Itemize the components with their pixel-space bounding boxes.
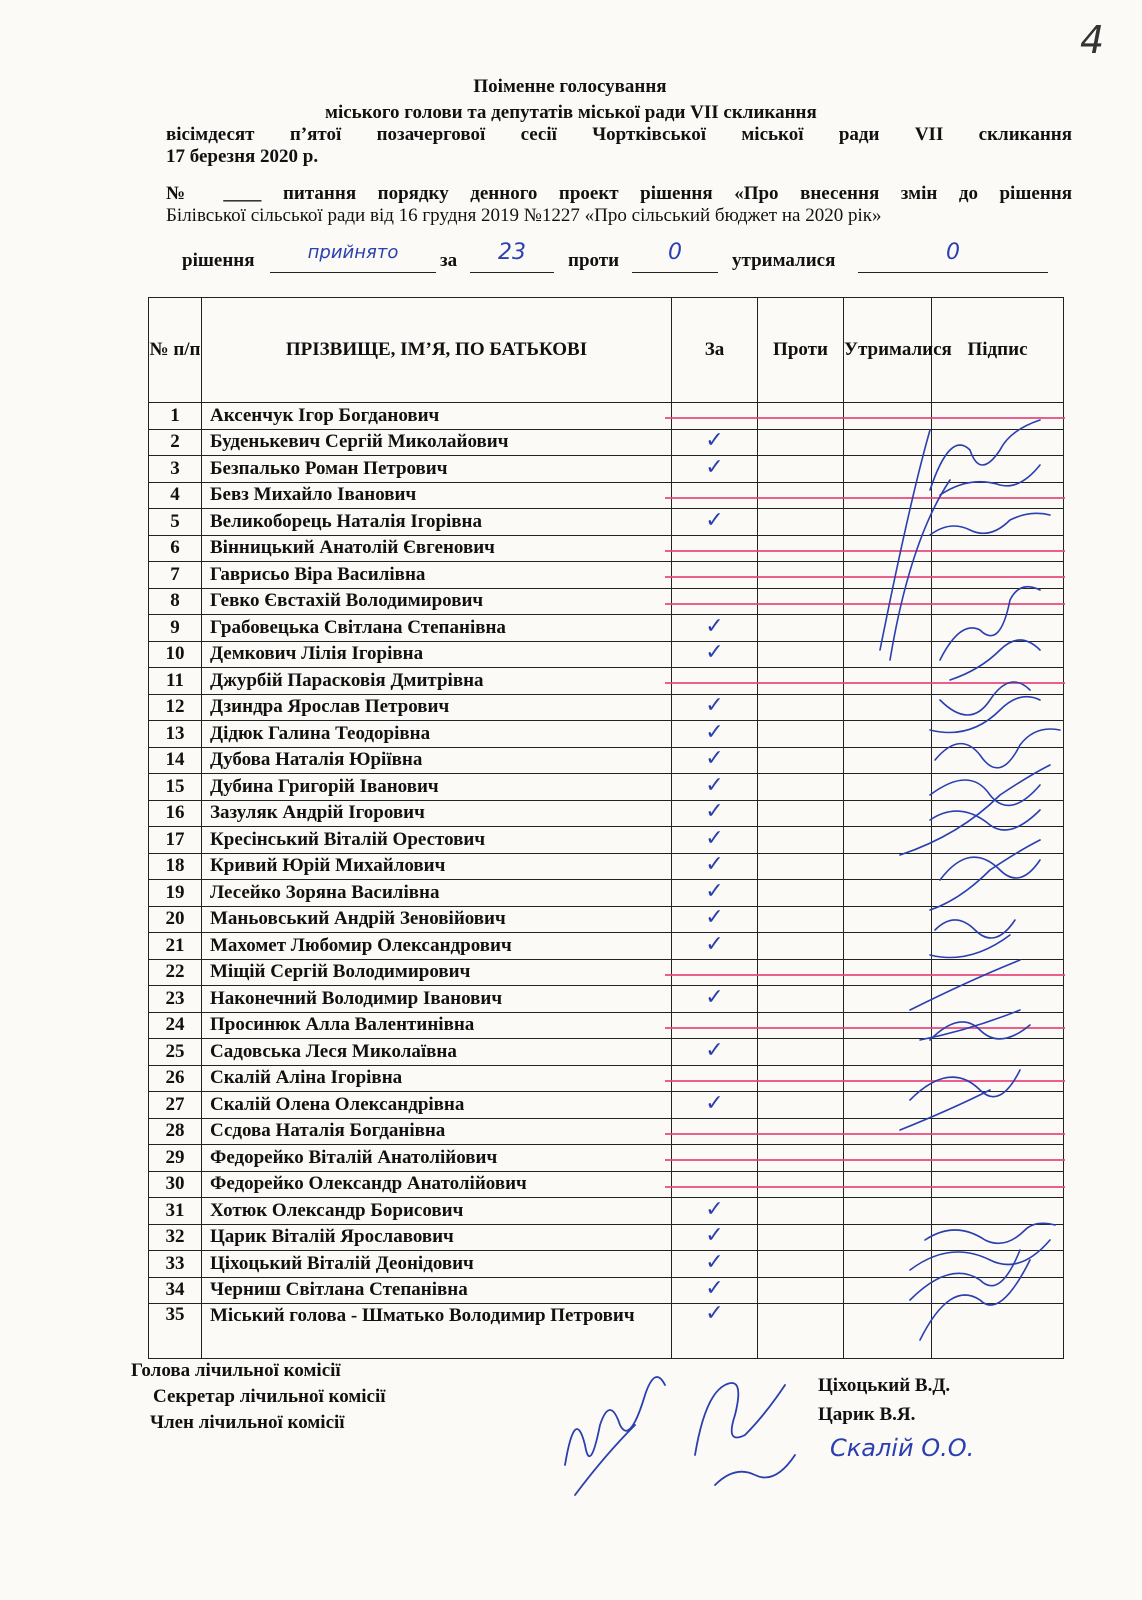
vote-against-cell bbox=[758, 1224, 844, 1251]
vote-against-cell bbox=[758, 827, 844, 854]
vote-against-cell bbox=[758, 933, 844, 960]
vote-against-cell bbox=[758, 1065, 844, 1092]
vote-against-cell bbox=[758, 747, 844, 774]
vote-against-cell bbox=[758, 1118, 844, 1145]
signature-scrawl-group bbox=[880, 420, 1060, 1340]
deputy-name: Зазуляк Андрій Ігорович bbox=[202, 800, 672, 827]
row-number: 25 bbox=[149, 1039, 202, 1066]
document-subtitle: міського голови та депутатів міської ради VII скликання bbox=[325, 102, 817, 123]
vote-for-cell bbox=[672, 1092, 758, 1119]
row-number: 19 bbox=[149, 880, 202, 907]
row-number: 5 bbox=[149, 509, 202, 536]
row-number: 12 bbox=[149, 694, 202, 721]
commission-signatures bbox=[545, 1355, 845, 1505]
abstain-label: утрималися bbox=[732, 250, 836, 271]
check-mark-icon: ✓ bbox=[705, 984, 724, 1010]
row-number: 17 bbox=[149, 827, 202, 854]
vote-for-cell bbox=[672, 1301, 758, 1359]
against-label: проти bbox=[568, 250, 620, 271]
page-number-mark: 4 bbox=[1080, 18, 1105, 62]
row-number: 35 bbox=[149, 1304, 202, 1359]
deputy-name: Ссдова Наталія Богданівна bbox=[202, 1118, 672, 1145]
vote-against-cell bbox=[758, 562, 844, 589]
commission-signature-group bbox=[565, 1377, 795, 1495]
vote-for-cell bbox=[672, 694, 758, 721]
vote-against-cell bbox=[758, 456, 844, 483]
vote-for-cell bbox=[672, 853, 758, 880]
vote-for-cell bbox=[672, 986, 758, 1013]
check-mark-icon: ✓ bbox=[705, 613, 724, 639]
deputy-name: Ціхоцький Віталій Деонідович bbox=[202, 1251, 672, 1278]
vote-for-cell bbox=[672, 721, 758, 748]
row-number: 32 bbox=[149, 1224, 202, 1251]
deputy-name: Лесейко Зоряна Василівна bbox=[202, 880, 672, 907]
row-number: 23 bbox=[149, 986, 202, 1013]
check-mark-icon: ✓ bbox=[705, 428, 724, 454]
check-mark-icon: ✓ bbox=[705, 507, 724, 533]
row-number: 10 bbox=[149, 641, 202, 668]
deputy-name: Махомет Любомир Олександрович bbox=[202, 933, 672, 960]
decision-line bbox=[182, 240, 1052, 280]
deputy-name: Джурбій Парасковія Дмитрівна bbox=[202, 668, 672, 695]
vote-against-cell bbox=[758, 1277, 844, 1304]
vote-for-cell bbox=[672, 1198, 758, 1225]
vote-against-cell bbox=[758, 721, 844, 748]
vote-against-cell bbox=[758, 906, 844, 933]
vote-for-cell bbox=[672, 588, 758, 615]
row-number: 18 bbox=[149, 853, 202, 880]
vote-against-cell bbox=[758, 482, 844, 509]
document-title: Поіменне голосування bbox=[473, 76, 667, 97]
check-mark-icon: ✓ bbox=[705, 878, 724, 904]
signature-scrawl bbox=[940, 587, 1040, 680]
deputy-name: Хотюк Олександр Борисович bbox=[202, 1198, 672, 1225]
row-number: 1 bbox=[149, 403, 202, 430]
deputy-name: Дубова Наталія Юріївна bbox=[202, 747, 672, 774]
vote-against-cell bbox=[758, 774, 844, 801]
check-mark-icon: ✓ bbox=[705, 640, 724, 666]
signature-scrawl bbox=[910, 960, 1020, 1040]
vote-for-cell bbox=[672, 747, 758, 774]
check-mark-icon: ✓ bbox=[705, 905, 724, 931]
deputy-name: Дідюк Галина Теодорівна bbox=[202, 721, 672, 748]
vote-against-cell bbox=[758, 1039, 844, 1066]
deputy-name: Кривий Юрій Михайлович bbox=[202, 853, 672, 880]
deputy-name: Федорейко Олександр Анатолійович bbox=[202, 1171, 672, 1198]
for-label: за bbox=[440, 250, 458, 271]
vote-against-cell bbox=[758, 641, 844, 668]
vote-for-cell bbox=[672, 1145, 758, 1172]
row-number: 20 bbox=[149, 906, 202, 933]
check-mark-icon: ✓ bbox=[705, 772, 724, 798]
question-line-2: Білівської сільської ради від 16 грудня 2019 №1227 «Про сільський бюджет на 2020 рік» bbox=[166, 205, 882, 226]
deputy-name: Черниш Світлана Степанівна bbox=[202, 1277, 672, 1304]
deputy-name: Маньовський Андрій Зеновійович bbox=[202, 906, 672, 933]
row-number: 33 bbox=[149, 1251, 202, 1278]
vote-against-cell bbox=[758, 800, 844, 827]
deputy-name: Бевз Михайло Іванович bbox=[202, 482, 672, 509]
deputy-name: Федорейко Віталій Анатолійович bbox=[202, 1145, 672, 1172]
vote-against-cell bbox=[758, 1198, 844, 1225]
deputy-name: Міщій Сергій Володимирович bbox=[202, 959, 672, 986]
deputy-name: Царик Віталій Ярославович bbox=[202, 1224, 672, 1251]
vote-for-cell bbox=[672, 1171, 758, 1198]
decision-value: прийнято bbox=[270, 242, 436, 273]
signature-scrawl bbox=[900, 765, 1050, 855]
vote-for-cell bbox=[672, 562, 758, 589]
row-number: 15 bbox=[149, 774, 202, 801]
vote-for-cell bbox=[672, 535, 758, 562]
signature-scrawl bbox=[900, 1070, 1020, 1130]
row-number: 13 bbox=[149, 721, 202, 748]
check-mark-icon: ✓ bbox=[705, 454, 724, 480]
deputy-name: Грабовецька Світлана Степанівна bbox=[202, 615, 672, 642]
row-number: 4 bbox=[149, 482, 202, 509]
vote-against-cell bbox=[758, 853, 844, 880]
check-mark-icon: ✓ bbox=[705, 825, 724, 851]
row-number: 21 bbox=[149, 933, 202, 960]
vote-for-cell bbox=[672, 959, 758, 986]
vote-against-cell bbox=[758, 668, 844, 695]
abstain-count: 0 bbox=[858, 240, 1048, 273]
vote-for-cell bbox=[672, 1277, 758, 1304]
vote-against-cell bbox=[758, 694, 844, 721]
header-for: За bbox=[672, 298, 758, 403]
header-name: ПРІЗВИЩЕ, ІМ’Я, ПО БАТЬКОВІ bbox=[202, 298, 672, 403]
vote-against-cell bbox=[758, 509, 844, 536]
vote-for-cell bbox=[672, 1065, 758, 1092]
header-abstain: Утрималися bbox=[844, 298, 932, 403]
vote-against-cell bbox=[758, 403, 844, 430]
signature-scrawl bbox=[930, 513, 1050, 535]
question-line: № ____ питання порядку денного проект рішення «Про внесення змін до рішення bbox=[166, 183, 1072, 204]
for-count: 23 bbox=[470, 240, 554, 273]
deputy-name: Скалій Аліна Ігорівна bbox=[202, 1065, 672, 1092]
row-number: 2 bbox=[149, 429, 202, 456]
vote-for-cell bbox=[672, 1118, 758, 1145]
vote-for-cell bbox=[672, 1039, 758, 1066]
row-number: 6 bbox=[149, 535, 202, 562]
signature-scrawl bbox=[930, 920, 1015, 958]
check-mark-icon: ✓ bbox=[705, 1249, 724, 1275]
row-number: 9 bbox=[149, 615, 202, 642]
vote-against-cell bbox=[758, 615, 844, 642]
signature-column-scrawls bbox=[870, 400, 1070, 1360]
vote-for-cell bbox=[672, 800, 758, 827]
check-mark-icon: ✓ bbox=[705, 693, 724, 719]
vote-for-cell bbox=[672, 429, 758, 456]
check-mark-icon: ✓ bbox=[705, 1223, 724, 1249]
deputy-name: Гевко Євстахій Володимирович bbox=[202, 588, 672, 615]
row-number: 27 bbox=[149, 1092, 202, 1119]
deputy-name: Наконечний Володимир Іванович bbox=[202, 986, 672, 1013]
vote-for-cell bbox=[672, 774, 758, 801]
vote-for-cell bbox=[672, 880, 758, 907]
check-mark-icon: ✓ bbox=[705, 852, 724, 878]
deputy-name: Міський голова - Шматько Володимир Петрович bbox=[202, 1304, 672, 1359]
deputy-name: Вінницький Анатолій Євгенович bbox=[202, 535, 672, 562]
vote-for-cell bbox=[672, 668, 758, 695]
vote-against-cell bbox=[758, 535, 844, 562]
signature-scrawl bbox=[930, 420, 1040, 495]
row-number: 11 bbox=[149, 668, 202, 695]
header-num: № п/п bbox=[149, 298, 202, 403]
vote-against-cell bbox=[758, 1012, 844, 1039]
check-mark-icon: ✓ bbox=[705, 1301, 724, 1326]
vote-for-cell bbox=[672, 615, 758, 642]
commission-secretary-name: Царик В.Я. bbox=[818, 1404, 916, 1425]
deputy-name: Дзиндра Ярослав Петрович bbox=[202, 694, 672, 721]
decision-label: рішення bbox=[182, 250, 255, 271]
chair-signature bbox=[565, 1377, 665, 1495]
row-number: 8 bbox=[149, 588, 202, 615]
check-mark-icon: ✓ bbox=[705, 799, 724, 825]
deputy-name: Безпалько Роман Петрович bbox=[202, 456, 672, 483]
check-mark-icon: ✓ bbox=[705, 719, 724, 745]
row-number: 34 bbox=[149, 1277, 202, 1304]
deputy-name: Гаврисьо Віра Василівна bbox=[202, 562, 672, 589]
deputy-name: Кресінський Віталій Орестович bbox=[202, 827, 672, 854]
vote-for-cell bbox=[672, 482, 758, 509]
header-signature: Підпис bbox=[932, 298, 1064, 403]
vote-for-cell bbox=[672, 1224, 758, 1251]
against-count: 0 bbox=[632, 240, 718, 273]
vote-against-cell bbox=[758, 1171, 844, 1198]
vote-for-cell bbox=[672, 906, 758, 933]
vote-for-cell bbox=[672, 1012, 758, 1039]
commission-chair-name: Ціхоцький В.Д. bbox=[818, 1375, 951, 1396]
row-number: 7 bbox=[149, 562, 202, 589]
check-mark-icon: ✓ bbox=[705, 931, 724, 957]
signature-scrawl bbox=[910, 1223, 1055, 1270]
table-header-row bbox=[149, 298, 1064, 403]
secretary-signature bbox=[695, 1383, 795, 1485]
signature-scrawl bbox=[930, 729, 1060, 805]
check-mark-icon: ✓ bbox=[705, 1276, 724, 1302]
vote-for-cell bbox=[672, 933, 758, 960]
check-mark-icon: ✓ bbox=[705, 746, 724, 772]
row-number: 16 bbox=[149, 800, 202, 827]
row-number: 28 bbox=[149, 1118, 202, 1145]
deputy-name: Садовська Леся Миколаївна bbox=[202, 1039, 672, 1066]
vote-for-cell bbox=[672, 403, 758, 430]
vote-for-cell bbox=[672, 827, 758, 854]
row-number: 29 bbox=[149, 1145, 202, 1172]
deputy-name: Скалій Олена Олександрівна bbox=[202, 1092, 672, 1119]
deputy-name: Великоборець Наталія Ігорівна bbox=[202, 509, 672, 536]
row-number: 14 bbox=[149, 747, 202, 774]
commission-secretary-label: Секретар лічильної комісії bbox=[153, 1386, 386, 1407]
vote-against-cell bbox=[758, 429, 844, 456]
vote-for-cell bbox=[672, 641, 758, 668]
row-number: 30 bbox=[149, 1171, 202, 1198]
commission-chair-label: Голова лічильної комісії bbox=[131, 1360, 341, 1381]
vote-against-cell bbox=[758, 1092, 844, 1119]
signature-scrawl bbox=[930, 840, 1040, 910]
vote-against-cell bbox=[758, 880, 844, 907]
deputy-name: Демкович Лілія Ігорівна bbox=[202, 641, 672, 668]
deputy-name: Аксенчук Ігор Богданович bbox=[202, 403, 672, 430]
row-number: 3 bbox=[149, 456, 202, 483]
vote-against-cell bbox=[758, 1251, 844, 1278]
row-number: 22 bbox=[149, 959, 202, 986]
vote-against-cell bbox=[758, 986, 844, 1013]
header-against: Проти bbox=[758, 298, 844, 403]
vote-for-cell bbox=[672, 456, 758, 483]
commission-member-label: Член лічильної комісії bbox=[150, 1412, 345, 1433]
vote-against-cell bbox=[758, 588, 844, 615]
session-date: 17 березня 2020 р. bbox=[166, 146, 319, 167]
deputy-name: Просинюк Алла Валентинівна bbox=[202, 1012, 672, 1039]
vote-against-cell bbox=[758, 959, 844, 986]
session-line: вісімдесят п’ятої позачергової сесії Чортківської міської ради VII скликання bbox=[166, 124, 1072, 145]
check-mark-icon: ✓ bbox=[705, 1196, 724, 1222]
deputy-name: Дубина Григорій Іванович bbox=[202, 774, 672, 801]
signature-scrawl bbox=[930, 682, 1040, 733]
vote-for-cell bbox=[672, 1251, 758, 1278]
commission-member-name: Скалій О.О. bbox=[830, 1434, 975, 1462]
check-mark-icon: ✓ bbox=[705, 1037, 724, 1063]
vote-for-cell bbox=[672, 509, 758, 536]
vote-against-cell bbox=[758, 1304, 844, 1359]
row-number: 26 bbox=[149, 1065, 202, 1092]
check-mark-icon: ✓ bbox=[705, 1090, 724, 1116]
deputy-name: Буденькевич Сергій Миколайович bbox=[202, 429, 672, 456]
row-number: 31 bbox=[149, 1198, 202, 1225]
vote-against-cell bbox=[758, 1145, 844, 1172]
row-number: 24 bbox=[149, 1012, 202, 1039]
